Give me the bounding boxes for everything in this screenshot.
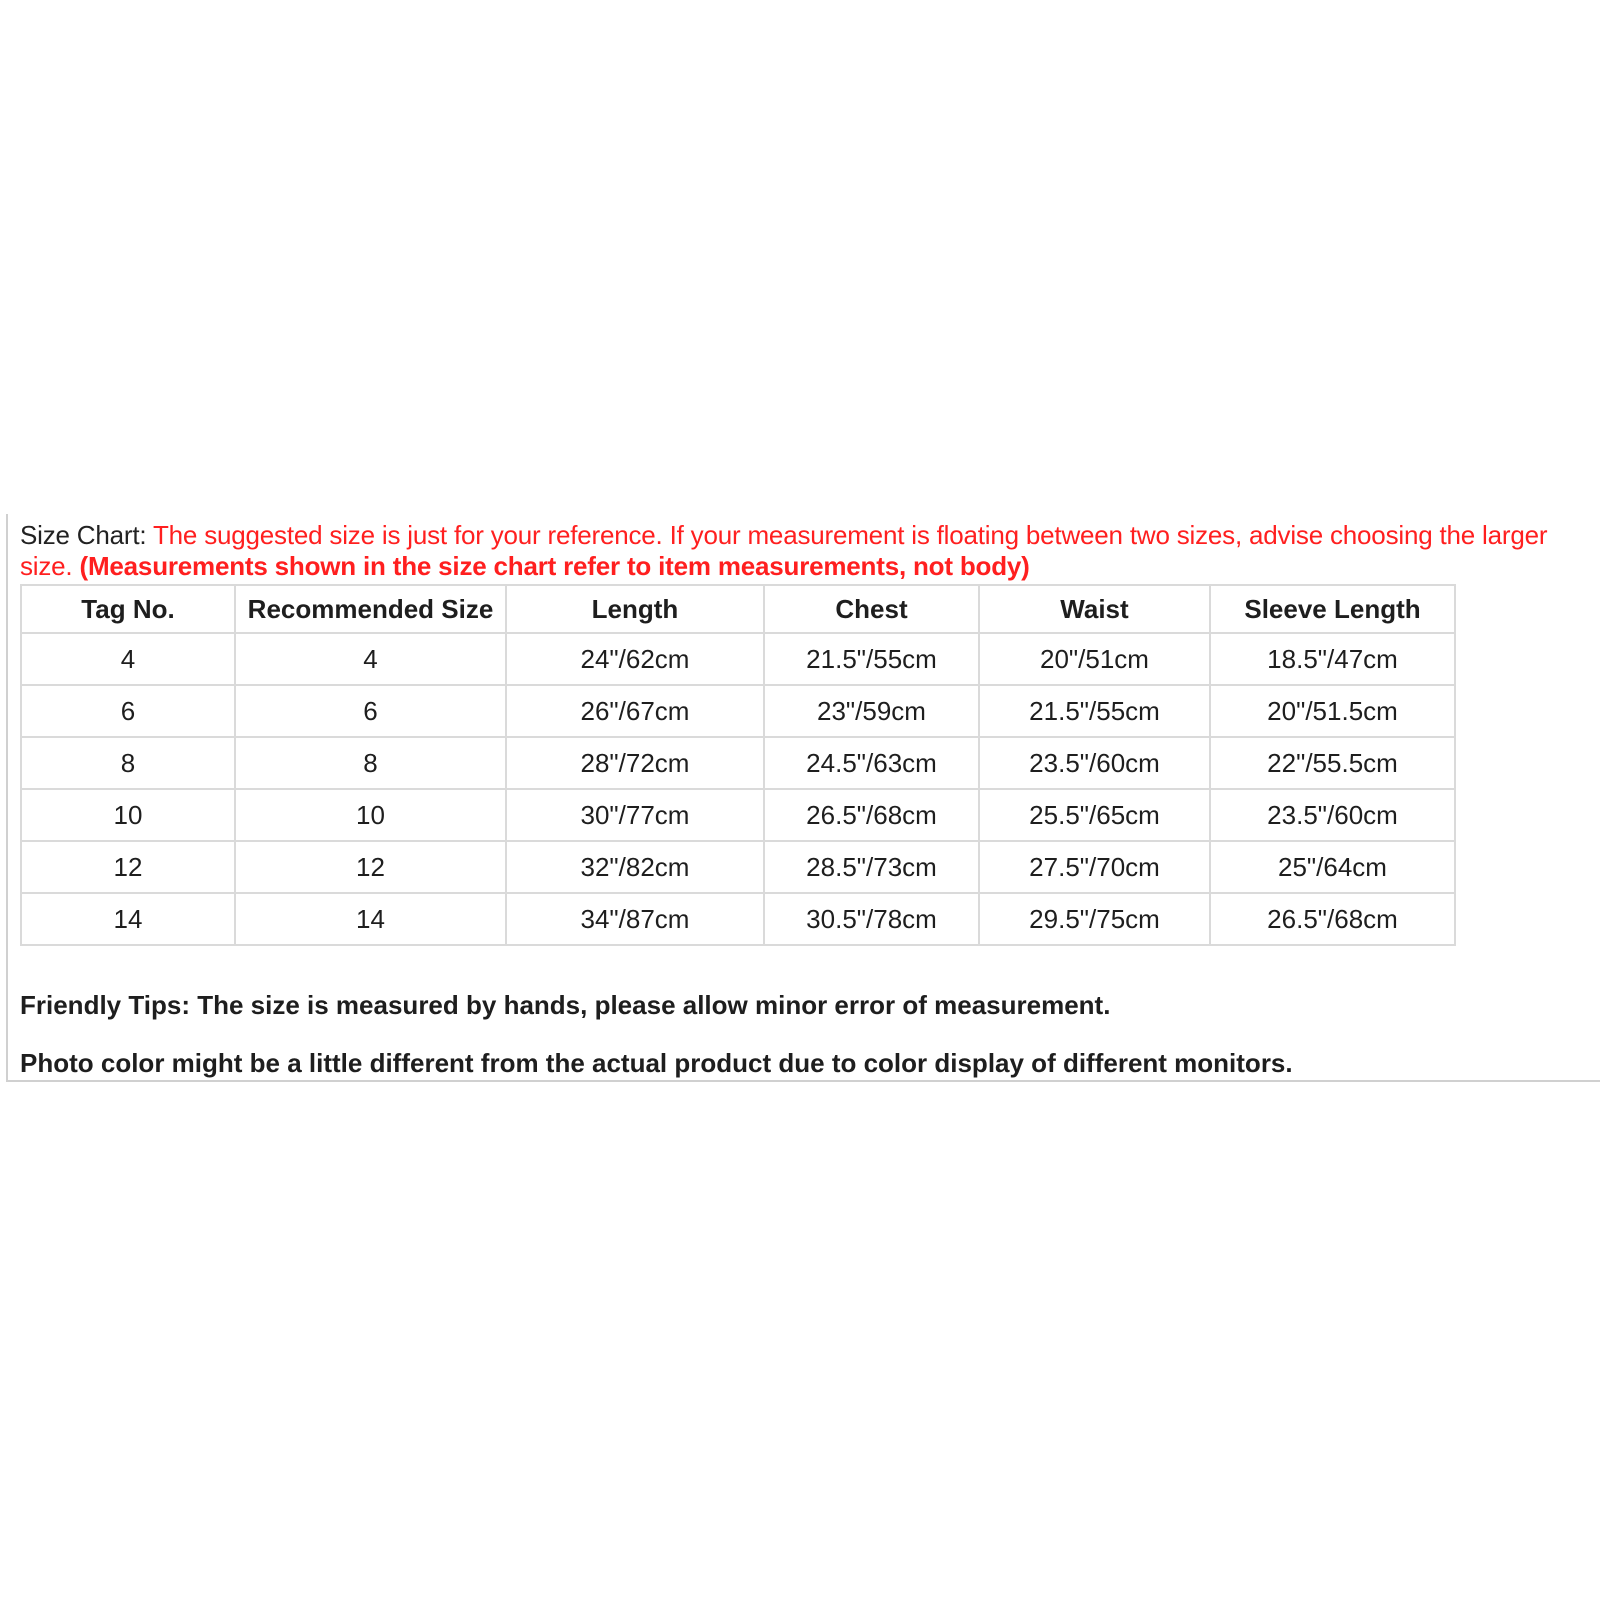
measurement-disclaimer: (Measurements shown in the size chart refer to item measurements, not body) [79,551,1030,581]
cell-tag-no: 4 [21,633,235,685]
size-advice-note: The suggested size is just for your reference. If your measurement is floating between two sizes, advise choosing the larger size. [20,520,1548,581]
size-chart-separator: : [139,520,153,550]
cell-length: 32"/82cm [506,841,764,893]
cell-tag-no: 12 [21,841,235,893]
cell-length: 34"/87cm [506,893,764,945]
cell-waist: 23.5"/60cm [979,737,1210,789]
cell-sleeve-length: 25"/64cm [1210,841,1455,893]
cell-recommended-size: 4 [235,633,506,685]
cell-waist: 27.5"/70cm [979,841,1210,893]
size-table [20,584,1456,946]
cell-length: 24"/62cm [506,633,764,685]
table-row [21,737,1455,789]
cell-sleeve-length: 23.5"/60cm [1210,789,1455,841]
cell-recommended-size: 14 [235,893,506,945]
cell-tag-no: 6 [21,685,235,737]
cell-waist: 29.5"/75cm [979,893,1210,945]
cell-length: 28"/72cm [506,737,764,789]
cell-chest: 23"/59cm [764,685,979,737]
cell-chest: 30.5"/78cm [764,893,979,945]
cell-waist: 25.5"/65cm [979,789,1210,841]
cell-chest: 28.5"/73cm [764,841,979,893]
cell-length: 30"/77cm [506,789,764,841]
cell-length: 26"/67cm [506,685,764,737]
header-waist: Waist [979,585,1210,633]
photo-color-note: Photo color might be a little different from the actual product due to color display of different monitors. [20,1048,1293,1078]
size-chart-label: Size Chart [20,520,140,550]
table-row [21,893,1455,945]
cell-tag-no: 10 [21,789,235,841]
header-length: Length [506,585,764,633]
header-sleeve-length: Sleeve Length [1210,585,1455,633]
cell-chest: 24.5"/63cm [764,737,979,789]
cell-waist: 21.5"/55cm [979,685,1210,737]
cell-recommended-size: 6 [235,685,506,737]
cell-sleeve-length: 26.5"/68cm [1210,893,1455,945]
size-chart-intro [20,520,1580,582]
table-row [21,841,1455,893]
cell-sleeve-length: 22"/55.5cm [1210,737,1455,789]
friendly-tips-text: Friendly Tips: The size is measured by hands, please allow minor error of measurement. [20,990,1111,1020]
cell-tag-no: 8 [21,737,235,789]
cell-sleeve-length: 18.5"/47cm [1210,633,1455,685]
table-header-row [21,585,1455,633]
header-chest: Chest [764,585,979,633]
cell-recommended-size: 10 [235,789,506,841]
header-tag-no: Tag No. [21,585,235,633]
size-chart-panel [6,514,1600,1082]
cell-chest: 21.5"/55cm [764,633,979,685]
table-row [21,789,1455,841]
cell-sleeve-length: 20"/51.5cm [1210,685,1455,737]
cell-chest: 26.5"/68cm [764,789,979,841]
cell-recommended-size: 8 [235,737,506,789]
cell-waist: 20"/51cm [979,633,1210,685]
header-recommended-size: Recommended Size [235,585,506,633]
table-row [21,685,1455,737]
cell-recommended-size: 12 [235,841,506,893]
cell-tag-no: 14 [21,893,235,945]
table-row [21,633,1455,685]
